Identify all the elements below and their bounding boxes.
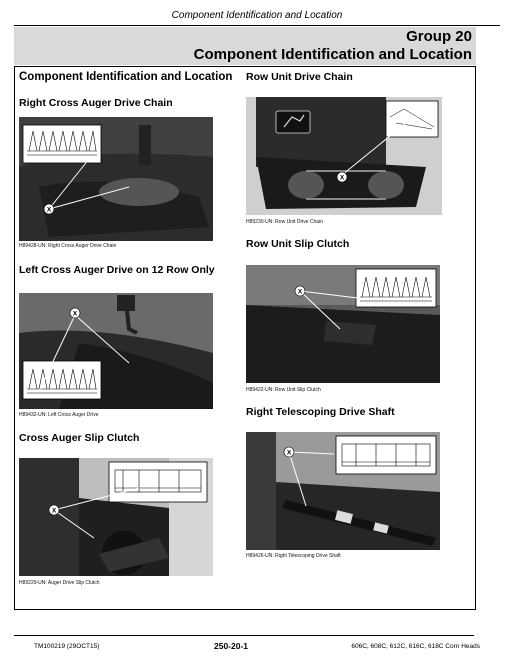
photo-cross-auger-slip-clutch: [19, 458, 213, 576]
caption-left-cross-auger: H89432-UN: Left Cross Auger Drive: [19, 412, 99, 418]
photo-row-unit-slip-clutch: [246, 265, 440, 383]
photo-left-cross-auger: [19, 293, 213, 409]
caption-cross-auger-slip-clutch: H89229-UN: Auger Drive Slip Clutch: [19, 580, 100, 586]
callout-x: X: [297, 288, 303, 296]
running-header: Component Identification and Location: [14, 10, 500, 26]
callout-x: X: [46, 206, 52, 214]
caption-right-telescoping-shaft: H89426-UN: Right Telescoping Drive Shaft: [246, 553, 341, 559]
photo-row-unit-drive-chain: [246, 97, 442, 215]
heading-right-cross-auger: Right Cross Auger Drive Chain: [19, 97, 173, 109]
photo-right-telescoping-shaft: [246, 432, 440, 550]
caption-row-unit-slip-clutch: H89422-UN: Row Unit Slip Clutch: [246, 387, 321, 393]
heading-cross-auger-slip-clutch: Cross Auger Slip Clutch: [19, 432, 140, 444]
caption-right-cross-auger: H89428-UN: Right Cross Auger Drive Chain: [19, 243, 117, 249]
footer-page-number: 250-20-1: [214, 641, 249, 651]
section-title: Component Identification and Location: [19, 71, 233, 83]
heading-right-telescoping-shaft: Right Telescoping Drive Shaft: [246, 406, 395, 418]
group-title: Component Identification and Location: [193, 46, 472, 63]
heading-row-unit-drive-chain: Row Unit Drive Chain: [246, 71, 353, 83]
footer-models: 606C, 608C, 612C, 616C, 618C Corn Heads: [351, 643, 480, 650]
heading-row-unit-slip-clutch: Row Unit Slip Clutch: [246, 238, 350, 250]
callout-x: X: [72, 310, 78, 318]
group-header: [14, 27, 476, 65]
caption-row-unit-drive-chain: H89230-UN: Row Unit Drive Chain: [246, 219, 323, 225]
heading-left-cross-auger: Left Cross Auger Drive on 12 Row Only: [19, 264, 215, 276]
photo-right-cross-auger: [19, 117, 213, 241]
group-number: Group 20: [406, 28, 472, 45]
callout-x: X: [286, 449, 292, 457]
footer-doc-id: TM100219 (29OCT15): [34, 643, 100, 650]
callout-x: X: [339, 174, 345, 182]
footer-rule: [14, 635, 474, 636]
callout-x: X: [51, 507, 57, 515]
